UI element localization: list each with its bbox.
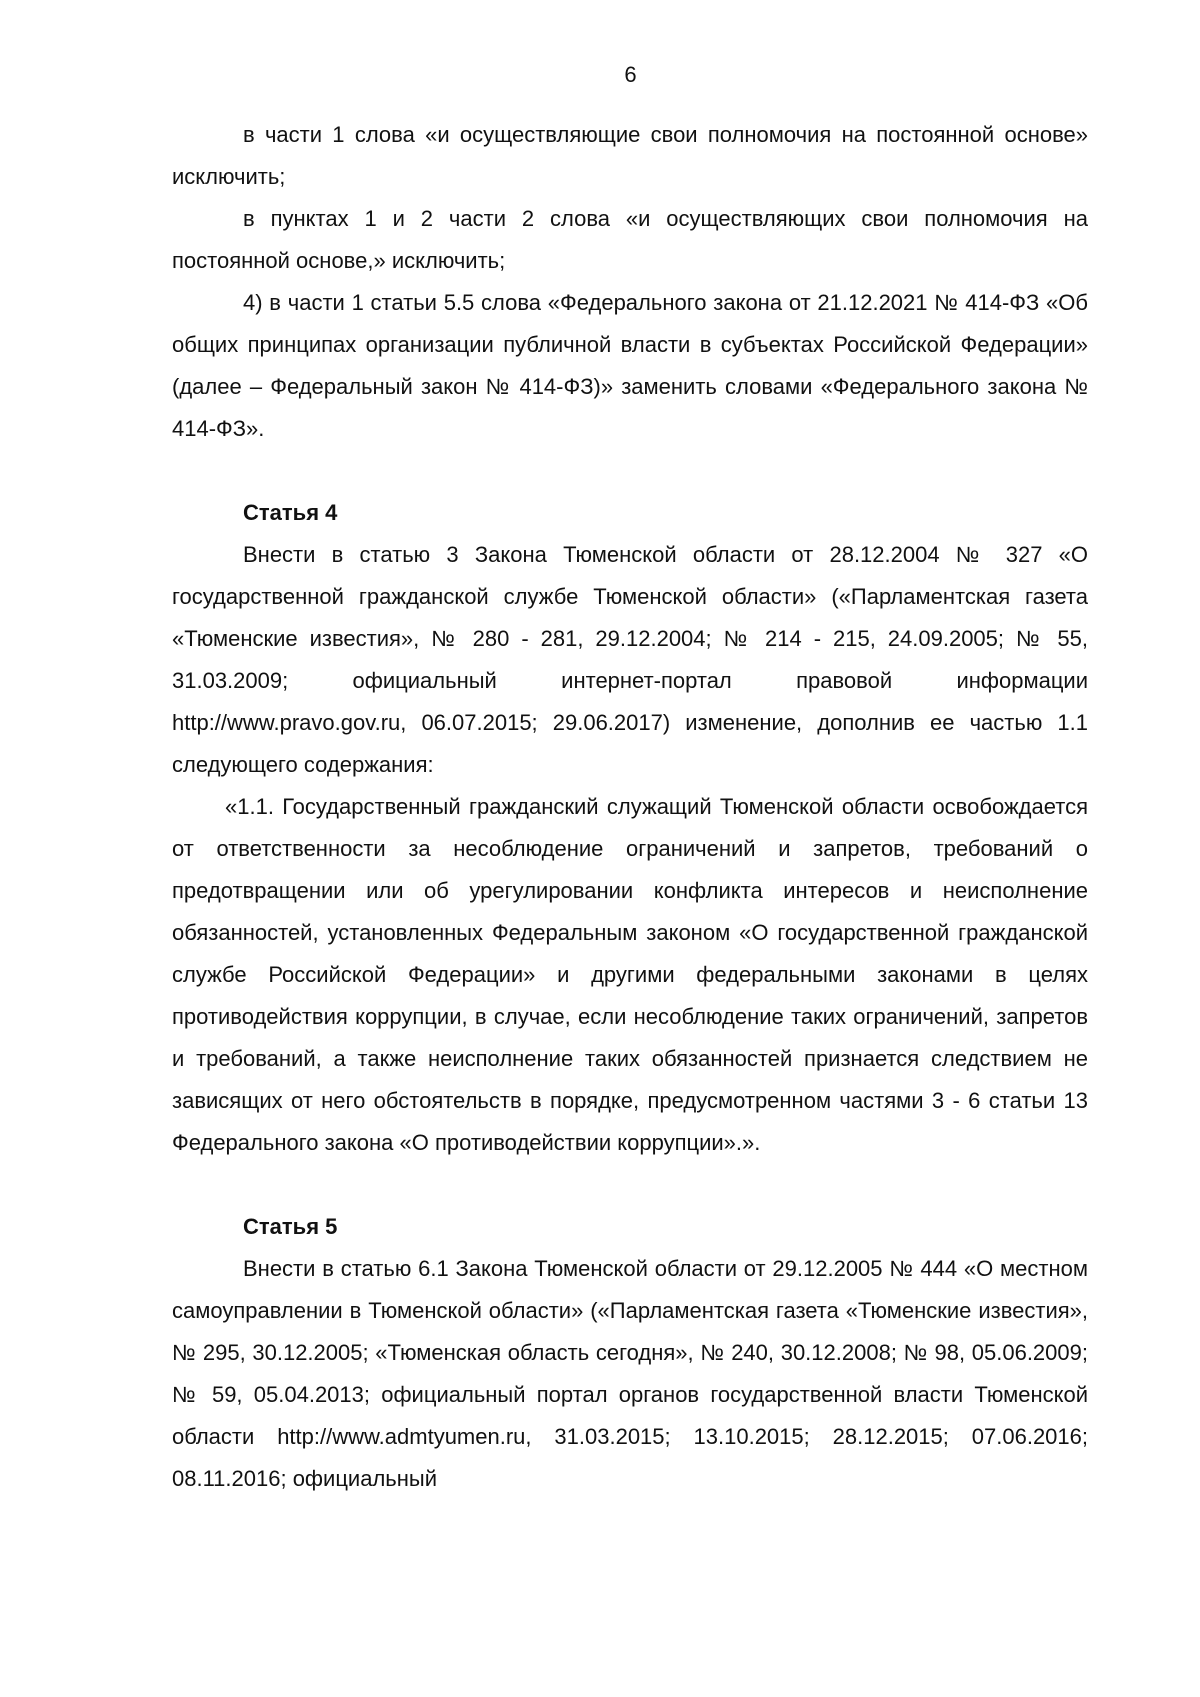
article-5-intro: Внести в статью 6.1 Закона Тюменской области от 29.12.2005 № 444 «О местном самоуправлении в Тюменской области» («Парламентская газета «Тюменские известия», № 295, 30.12.2005; «Тюменская область сегодня», № 240, 30.12.2008; № 98, 05.06.2009; № 59, 05.04.2013; официальный портал органов государственной власти Тюменской области http://www.admtyumen.ru, 31.03.2015; 13.10.2015; 28.12.2015; 07.06.2016; 08.11.2016; официальный <box>172 1256 1088 1491</box>
article-5-title: Статья 5 <box>243 1214 338 1239</box>
article-4-quote: «1.1. Государственный гражданский служащий Тюменской области освобождается от ответственности за несоблюдение ограничений и запретов, требований о предотвращении или об урегулировании конфликта интересов и неисполнение обязанностей, установленных Федеральным законом «О государственной гражданской службе Российской Федерации» и другими федеральными законами в целях противодействия коррупции, в случае, если несоблюдение таких ограничений, запретов и требований, а также неисполнение таких обязанностей признается следствием не зависящих от него обстоятельств в порядке, предусмотренном частями 3 - 6 статьи 13 Федерального закона «О противодействии коррупции».». <box>172 794 1088 1155</box>
article-4-intro: Внести в статью 3 Закона Тюменской области от 28.12.2004 № 327 «О государственной гражданской службе Тюменской области» («Парламентская газета «Тюменские известия», № 280 - 281, 29.12.2004; № 214 - 215, 24.09.2005; № 55, 31.03.2009; официальный интернет-портал правовой информации http://www.pravo.gov.ru, 06.07.2015; 29.06.2017) изменение, дополнив ее частью 1.1 следующего содержания: <box>172 542 1088 777</box>
article-4-title: Статья 4 <box>243 500 338 525</box>
paragraph-points-1-2: в пунктах 1 и 2 части 2 слова «и осуществляющих свои полномочия на постоянной основе,» исключить; <box>172 206 1088 273</box>
section-gap <box>172 450 1088 492</box>
page-number: 6 <box>624 62 637 87</box>
paragraph-part1-words: в части 1 слова «и осуществляющие свои полномочия на постоянной основе» исключить; <box>172 122 1088 189</box>
paragraph-item-4: 4) в части 1 статьи 5.5 слова «Федерального закона от 21.12.2021 № 414-ФЗ «Об общих принципах организации публичной власти в субъектах Российской Федерации» (далее – Федеральный закон № 414-ФЗ)» заменить словами «Федерального закона № 414-ФЗ». <box>172 290 1088 441</box>
document-body <box>172 114 1088 1500</box>
section-gap <box>172 1164 1088 1206</box>
